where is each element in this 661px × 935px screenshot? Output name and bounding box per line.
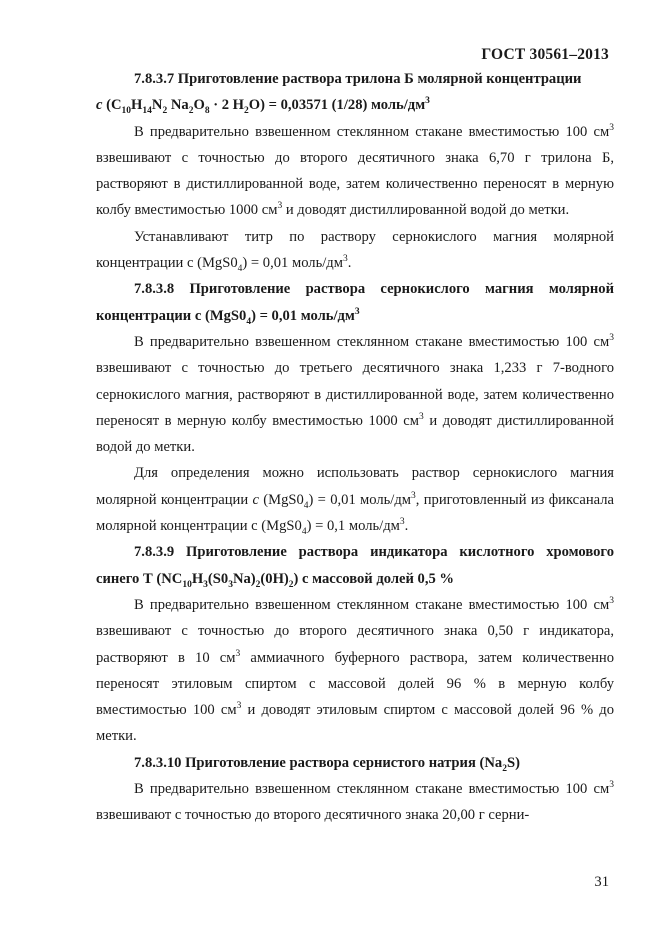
paragraph-trilon-preparation: В предварительно взвешенном стеклянном стакане вместимостью 100 $см^3$ взвешивают с точностью до второго десятичного знака 6,70 г трилона Б, растворяют в дистиллированной воде, затем количественно переносят в мерную колбу вместимостью 1000 $см^3$ и доводят дистиллированной водой до метки. [96, 122, 614, 219]
page-content [96, 66, 614, 829]
section-heading-7-8-3-10: 7.8.3.10 Приготовление раствора сернистого натрия $(Na_2S)$ [134, 754, 520, 774]
paragraph-sodium-sulfide-preparation: В предварительно взвешенном стеклянном стакане вместимостью 100 $см^3$ взвешивают с точностью до второго десятичного знака 20,00 г серни- [96, 780, 614, 824]
paragraph-magnesium-preparation: В предварительно взвешенном стеклянном стакане вместимостью 100 $см^3$ взвешивают с точностью до третьего десятичного знака 1,233 г 7-водного сернокислого магния, растворяют в дистиллированной воде, затем количественно переносят в мерную колбу вместимостью 1000 $см^3$ и доводят дистиллированной водой до метки. [96, 333, 614, 456]
section-heading-7-8-3-8: 7.8.3.8 Приготовление раствора сернокислого магния молярной концентрации с $(MgS0_4) = 0,01$ моль/$дм^3$ [96, 281, 614, 327]
standard-number: ГОСТ 30561–2013 [481, 46, 609, 63]
paragraph-titer-setting: Устанавливают титр по раствору сернокислого магния молярной концентрации с $(MgS0_4) = 0,01$ моль/$дм^3$. [96, 228, 614, 274]
document-header [481, 46, 609, 64]
page-number: 31 [594, 874, 609, 890]
paragraph-fixanal-alternative: Для определения можно использовать раствор сернокислого магния молярной концентрации c $(MgS0_4) = 0,01$ моль/$дм^3$, приготовленный из фиксанала молярной концентрации с $(MgS0_4) = 0,1$ моль/$дм^3$. [96, 465, 614, 537]
section-heading-7-8-3-9: 7.8.3.9 Приготовление раствора индикатора кислотного хромового синего Т $(NC_{10}H_3(S0_3Na)_2(0H)_2)$ с массовой долей 0,5 % [96, 544, 614, 590]
paragraph-indicator-preparation: В предварительно взвешенном стеклянном стакане вместимостью 100 $см^3$ взвешивают с точностью до второго десятичного знака 0,50 г индикатора, растворяют в 10 $см^3$ аммиачного буферного раствора, затем количественно переносят этиловым спиртом с массовой долей 96 % в мерную колбу вместимостью 100 $см^3$ и доводят этиловым спиртом с массовой долей 96 % до метки. [96, 596, 614, 745]
section-heading-7-8-3-7: 7.8.3.7 Приготовление раствора трилона Б молярной концентрации c ($C_{10}H_{14}N_2$ $Na_2O_8 \cdot 2$ $H_2O) = 0,03571$ (1/28) моль/$дм^3$ [96, 71, 582, 117]
